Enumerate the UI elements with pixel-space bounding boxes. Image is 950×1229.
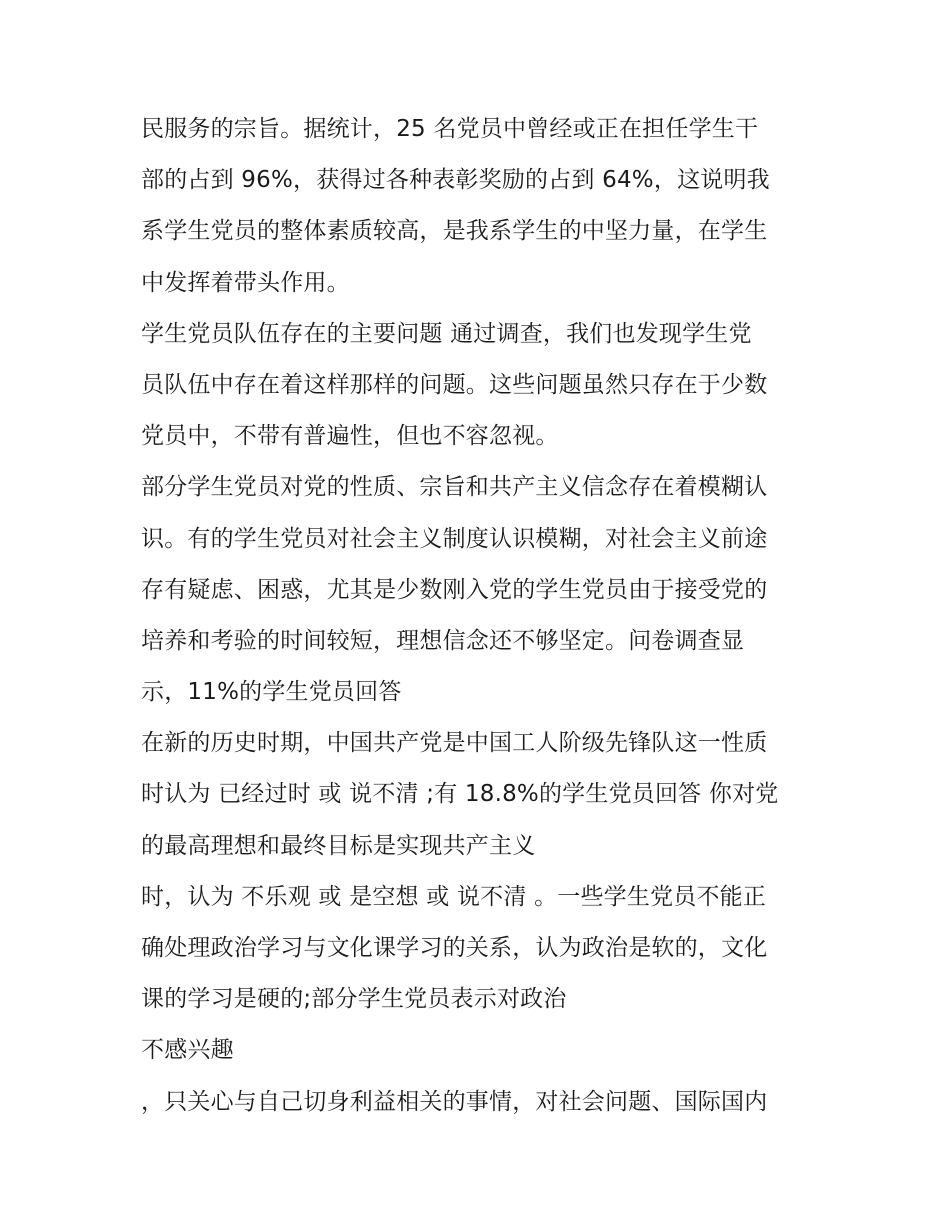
- text-line-17: 确处理政治学习与文化课学习的关系，认为政治是软的，文化: [141, 935, 768, 961]
- text-line-1: 民服务的宗旨。据统计，25 名党员中曾经或正在担任学生干: [141, 116, 759, 142]
- text-line-14: 时认为 已经过时 或 说不清 ;有 18.8%的学生党员回答 你对党: [141, 781, 779, 808]
- text-line-12: 示，11%的学生党员回答: [141, 679, 402, 706]
- text-line-5: 学生党员队伍存在的主要问题 通过调查，我们也发现学生党: [141, 320, 752, 347]
- text-line-8: 部分学生党员对党的性质、宗旨和共产主义信念存在着模糊认: [141, 474, 768, 501]
- text-line-11: 培养和考验的时间较短，理想信念还不够坚定。问卷调查显: [141, 627, 745, 654]
- text-line-7: 党员中，不带有普遍性，但也不容忽视。: [141, 423, 559, 450]
- text-line-13: 在新的历史时期，中国共产党是中国工人阶级先锋队这一性质: [141, 730, 768, 757]
- text-line-19: 不感兴趣: [141, 1037, 234, 1064]
- text-line-16: 时，认为 不乐观 或 是空想 或 说不清 。一些学生党员不能正: [141, 883, 767, 910]
- document-body: [141, 104, 821, 1128]
- text-line-18: 课的学习是硬的;部分学生党员表示对政治: [141, 986, 567, 1013]
- text-line-15: 的最高理想和最终目标是实现共产主义: [141, 832, 536, 859]
- text-line-6: 员队伍中存在着这样那样的问题。这些问题虽然只存在于少数: [141, 371, 768, 398]
- text-line-10: 存有疑虑、困惑，尤其是少数刚入党的学生党员由于接受党的: [141, 576, 768, 603]
- text-line-4: 中发挥着带头作用。: [141, 269, 350, 296]
- text-line-9: 识。有的学生党员对社会主义制度认识模糊，对社会主义前途: [141, 525, 768, 552]
- text-line-20: ，只关心与自己切身利益相关的事情，对社会问题、国际国内: [141, 1088, 768, 1115]
- text-line-2: 部的占到 96%，获得过各种表彰奖励的占到 64%，这说明我: [141, 167, 770, 194]
- text-line-3: 系学生党员的整体素质较高，是我系学生的中坚力量，在学生: [141, 218, 768, 245]
